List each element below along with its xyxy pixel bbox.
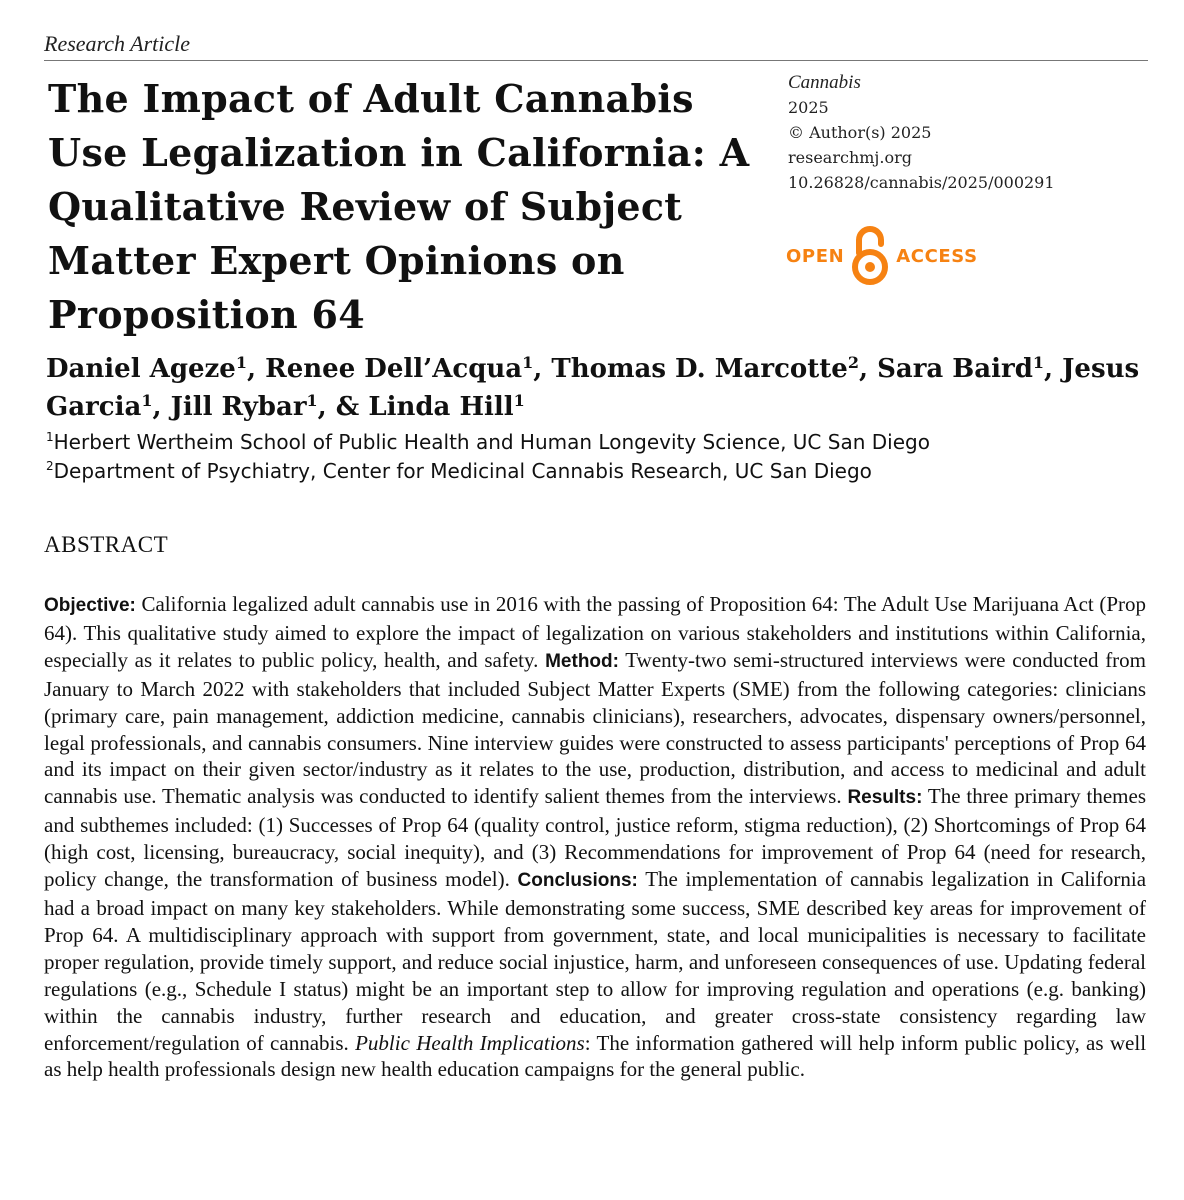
article-title: The Impact of Adult Cannabis Use Legalization in California: A Qualitative Review of Subject Matter Expert Opinions on Proposition 64 <box>48 76 750 337</box>
author-affiliation-number: 1 <box>235 353 247 372</box>
conclusions-label: Conclusions: <box>517 870 638 892</box>
open-access-left-text: OPEN <box>786 245 845 267</box>
conclusions-text: The implementation of cannabis legalization in California had a broad impact on many key stakeholders. While demonstrating some success, SME described key areas for improvement of Prop 64. A multidisciplinary approach with support from government, state, and local municipalities is necessary to facilitate proper regulation, provide timely support, and reduce social injustice, harm, and unforeseen consequences of use. Updating federal regulations (e.g., Schedule I status) might be an important step to allow for improving regulation and operations (e.g. banking) within the cannabis industry, further research and education, and greater cross-state consistency regarding law enforcement/regulation of cannabis. <box>44 867 1147 1055</box>
author-affiliation-number: 1 <box>513 391 525 410</box>
open-access-right-text: ACCESS <box>896 245 978 267</box>
results-label: Results: <box>847 787 923 809</box>
open-access-lock-icon <box>850 223 890 289</box>
author-name: Sara Baird <box>877 354 1033 384</box>
abstract-body <box>44 591 1146 1083</box>
abstract-heading: ABSTRACT <box>44 532 169 557</box>
author-separator: , <box>533 354 552 384</box>
affiliation-text: Herbert Wertheim School of Public Health and Human Longevity Science, UC San Diego <box>53 430 930 454</box>
copyright-notice: © Author(s) 2025 <box>788 123 932 142</box>
affiliation-item <box>46 457 930 486</box>
affiliation-item <box>46 428 930 457</box>
implications-text: The information gathered will help inform public policy, as well as help health professionals design new health education campaigns for the general public. <box>44 1030 1147 1082</box>
author-affiliation-number: 1 <box>1032 353 1045 372</box>
author-separator: , <box>858 354 878 384</box>
journal-name: Cannabis <box>788 72 861 93</box>
journal-meta <box>788 70 1055 195</box>
implications-label: Public Health Implications <box>355 1030 585 1055</box>
method-label: Method: <box>545 650 619 672</box>
journal-year: 2025 <box>788 98 829 117</box>
affiliation-number: 1 <box>46 430 54 444</box>
author-separator: , <box>152 392 171 422</box>
author-name: Jill Rybar <box>170 392 307 422</box>
results-text: The three primary themes and subthemes included: (1) Successes of Prop 64 (quality control, justice reform, stigma reduction), (2) Shortcomings of Prop 64 (high cost, licensing, bureaucracy, social inequity), and (3) Recommendations for improvement of Prop 64 (need for research, policy change, the transformation of business model). <box>44 784 1147 892</box>
journal-website[interactable]: researchmj.org <box>788 148 912 167</box>
affiliation-text: Department of Psychiatry, Center for Medicinal Cannabis Research, UC San Diego <box>53 459 872 483</box>
method-text: Twenty-two semi-structured interviews were conducted from January to March 2022 with stakeholders that included Subject Matter Experts (SME) from the following categories: clinicians (primary care, pain management, addiction medicine, cannabis clinicians), researchers, advocates, dispensary owners/personnel, legal professionals, and cannabis consumers. Nine interview guides were constructed to assess participants' perceptions of Prop 64 and its impact on their given sector/industry as it relates to the use, production, distribution, and access to medicinal and adult cannabis use. Thematic analysis was conducted to identify salient themes from the interviews. <box>44 647 1147 809</box>
doi-link[interactable]: 10.26828/cannabis/2025/000291 <box>788 173 1055 192</box>
header-rule <box>44 60 1148 61</box>
author-name: Thomas D. Marcotte <box>551 354 848 384</box>
author-name: Linda Hill <box>368 392 514 422</box>
objective-label: Objective: <box>44 595 136 616</box>
author-separator: , <box>247 354 266 384</box>
author-affiliation-number: 1 <box>522 353 534 372</box>
author-separator: , <box>1044 354 1063 384</box>
author-separator: , & <box>317 392 369 422</box>
author-name: Daniel Ageze <box>46 354 236 384</box>
objective-text: California legalized adult cannabis use in 2016 with the passing of Proposition 64: The Adult Use Marijuana Act (Prop 64). This qualitative study aimed to explore the impact of legalization on various stakeholders and institutions within California, especially as it relates to public policy, health, and safety. <box>44 592 1146 672</box>
article-type-label: Research Article <box>44 31 191 56</box>
author-name: Jesus Garcia <box>46 354 1140 422</box>
author-name: Renee Dell’Acqua <box>265 354 523 384</box>
affiliation-number: 2 <box>46 459 54 473</box>
author-list <box>46 350 1146 426</box>
implications-colon: : <box>584 1030 591 1055</box>
author-affiliation-number: 1 <box>141 391 153 410</box>
affiliation-list <box>46 428 930 486</box>
author-affiliation-number: 2 <box>847 353 859 372</box>
author-affiliation-number: 1 <box>306 391 318 410</box>
abstract-paragraph <box>44 591 1146 1083</box>
open-access-badge <box>786 222 978 290</box>
